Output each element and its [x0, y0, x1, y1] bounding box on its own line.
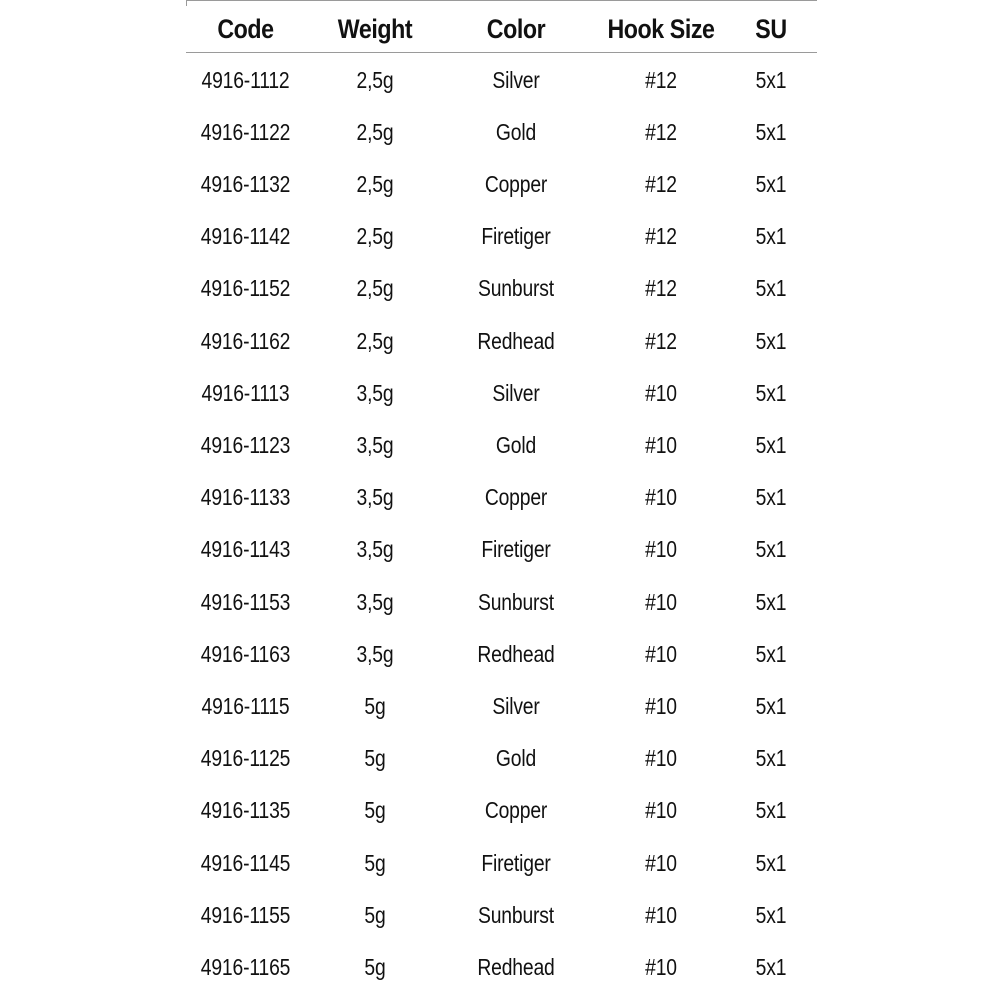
- table-row: [186, 628, 817, 680]
- cell-color: Firetiger: [481, 536, 551, 563]
- cell-color: Sunburst: [478, 901, 554, 928]
- cell-weight: 2,5g: [356, 118, 394, 145]
- cell-weight: 3,5g: [356, 431, 394, 458]
- cell-su: 5x1: [755, 640, 787, 667]
- table-row: [186, 211, 817, 263]
- cell-weight: 5g: [364, 953, 386, 980]
- cell-color: Gold: [495, 745, 537, 772]
- cell-weight: 2,5g: [356, 275, 394, 302]
- cell-color: Redhead: [477, 327, 555, 354]
- cell-su: 5x1: [755, 118, 787, 145]
- cell-hook-size: #10: [645, 797, 677, 824]
- cell-su: 5x1: [755, 170, 787, 197]
- cell-hook-size: #12: [645, 170, 677, 197]
- cell-hook-size: #10: [645, 901, 677, 928]
- header-hook-size: Hook Size: [607, 13, 715, 44]
- cell-code: 4916-1122: [200, 118, 291, 145]
- cell-hook-size: #10: [645, 953, 677, 980]
- table-row: [186, 315, 817, 367]
- table-row: [186, 472, 817, 524]
- cell-weight: 2,5g: [356, 327, 394, 354]
- table-row: [186, 524, 817, 576]
- cell-su: 5x1: [755, 953, 787, 980]
- cell-color: Firetiger: [481, 849, 551, 876]
- cell-su: 5x1: [755, 536, 787, 563]
- cell-code: 4916-1163: [200, 640, 291, 667]
- cell-hook-size: #10: [645, 640, 677, 667]
- table-top-rule: [186, 0, 817, 1]
- cell-weight: 2,5g: [356, 223, 394, 250]
- cell-hook-size: #10: [645, 379, 677, 406]
- cell-su: 5x1: [755, 588, 787, 615]
- cell-su: 5x1: [755, 745, 787, 772]
- table-row: [186, 54, 817, 106]
- cell-code: 4916-1135: [200, 797, 291, 824]
- cell-code: 4916-1125: [200, 745, 291, 772]
- cell-su: 5x1: [755, 275, 787, 302]
- cell-color: Copper: [484, 170, 548, 197]
- cell-color: Sunburst: [478, 275, 554, 302]
- cell-weight: 2,5g: [356, 66, 394, 93]
- cell-su: 5x1: [755, 692, 787, 719]
- cell-color: Silver: [492, 66, 540, 93]
- header-weight: Weight: [337, 13, 413, 44]
- table-row: [186, 367, 817, 419]
- cell-code: 4916-1115: [201, 692, 290, 719]
- cell-su: 5x1: [755, 66, 787, 93]
- cell-weight: 5g: [364, 849, 386, 876]
- cell-hook-size: #10: [645, 849, 677, 876]
- cell-hook-size: #12: [645, 118, 677, 145]
- cell-code: 4916-1155: [200, 901, 291, 928]
- cell-color: Firetiger: [481, 223, 551, 250]
- table-row: [186, 680, 817, 732]
- cell-color: Redhead: [477, 953, 555, 980]
- cell-su: 5x1: [755, 484, 787, 511]
- cell-color: Silver: [492, 692, 540, 719]
- cell-color: Sunburst: [478, 588, 554, 615]
- cell-hook-size: #10: [645, 536, 677, 563]
- cell-weight: 3,5g: [356, 640, 394, 667]
- cell-su: 5x1: [755, 431, 787, 458]
- header-su: SU: [755, 13, 787, 44]
- cell-code: 4916-1142: [200, 223, 291, 250]
- cell-code: 4916-1145: [200, 849, 291, 876]
- table-row: [186, 733, 817, 785]
- cell-color: Copper: [484, 797, 548, 824]
- cell-weight: 3,5g: [356, 484, 394, 511]
- cell-hook-size: #12: [645, 223, 677, 250]
- table-header-row: [186, 6, 817, 53]
- cell-hook-size: #10: [645, 588, 677, 615]
- cell-code: 4916-1113: [201, 379, 290, 406]
- header-color: Color: [486, 13, 546, 44]
- cell-code: 4916-1132: [200, 170, 291, 197]
- cell-weight: 5g: [364, 901, 386, 928]
- cell-code: 4916-1112: [201, 66, 290, 93]
- cell-su: 5x1: [755, 849, 787, 876]
- cell-su: 5x1: [755, 379, 787, 406]
- cell-color: Redhead: [477, 640, 555, 667]
- cell-color: Copper: [484, 484, 548, 511]
- table-row: [186, 158, 817, 210]
- cell-color: Silver: [492, 379, 540, 406]
- cell-weight: 3,5g: [356, 588, 394, 615]
- cell-weight: 5g: [364, 692, 386, 719]
- cell-code: 4916-1153: [200, 588, 291, 615]
- cell-hook-size: #12: [645, 275, 677, 302]
- cell-code: 4916-1152: [200, 275, 291, 302]
- cell-hook-size: #12: [645, 327, 677, 354]
- table-row: [186, 941, 817, 993]
- cell-hook-size: #10: [645, 745, 677, 772]
- cell-weight: 3,5g: [356, 379, 394, 406]
- cell-code: 4916-1133: [200, 484, 291, 511]
- cell-weight: 3,5g: [356, 536, 394, 563]
- table-row: [186, 889, 817, 941]
- table-row: [186, 785, 817, 837]
- table-row: [186, 419, 817, 471]
- cell-code: 4916-1165: [200, 953, 291, 980]
- cell-color: Gold: [495, 118, 537, 145]
- cell-code: 4916-1123: [200, 431, 291, 458]
- table-row: [186, 576, 817, 628]
- table-row: [186, 106, 817, 158]
- cell-su: 5x1: [755, 901, 787, 928]
- cell-code: 4916-1143: [200, 536, 291, 563]
- cell-su: 5x1: [755, 797, 787, 824]
- cell-su: 5x1: [755, 327, 787, 354]
- table-row: [186, 263, 817, 315]
- cell-code: 4916-1162: [200, 327, 291, 354]
- cell-hook-size: #10: [645, 431, 677, 458]
- table-row: [186, 837, 817, 889]
- cell-hook-size: #10: [645, 484, 677, 511]
- cell-color: Gold: [495, 431, 537, 458]
- cell-hook-size: #12: [645, 66, 677, 93]
- cell-su: 5x1: [755, 223, 787, 250]
- cell-weight: 5g: [364, 745, 386, 772]
- cell-hook-size: #10: [645, 692, 677, 719]
- cell-weight: 5g: [364, 797, 386, 824]
- header-code: Code: [217, 13, 274, 44]
- cell-weight: 2,5g: [356, 170, 394, 197]
